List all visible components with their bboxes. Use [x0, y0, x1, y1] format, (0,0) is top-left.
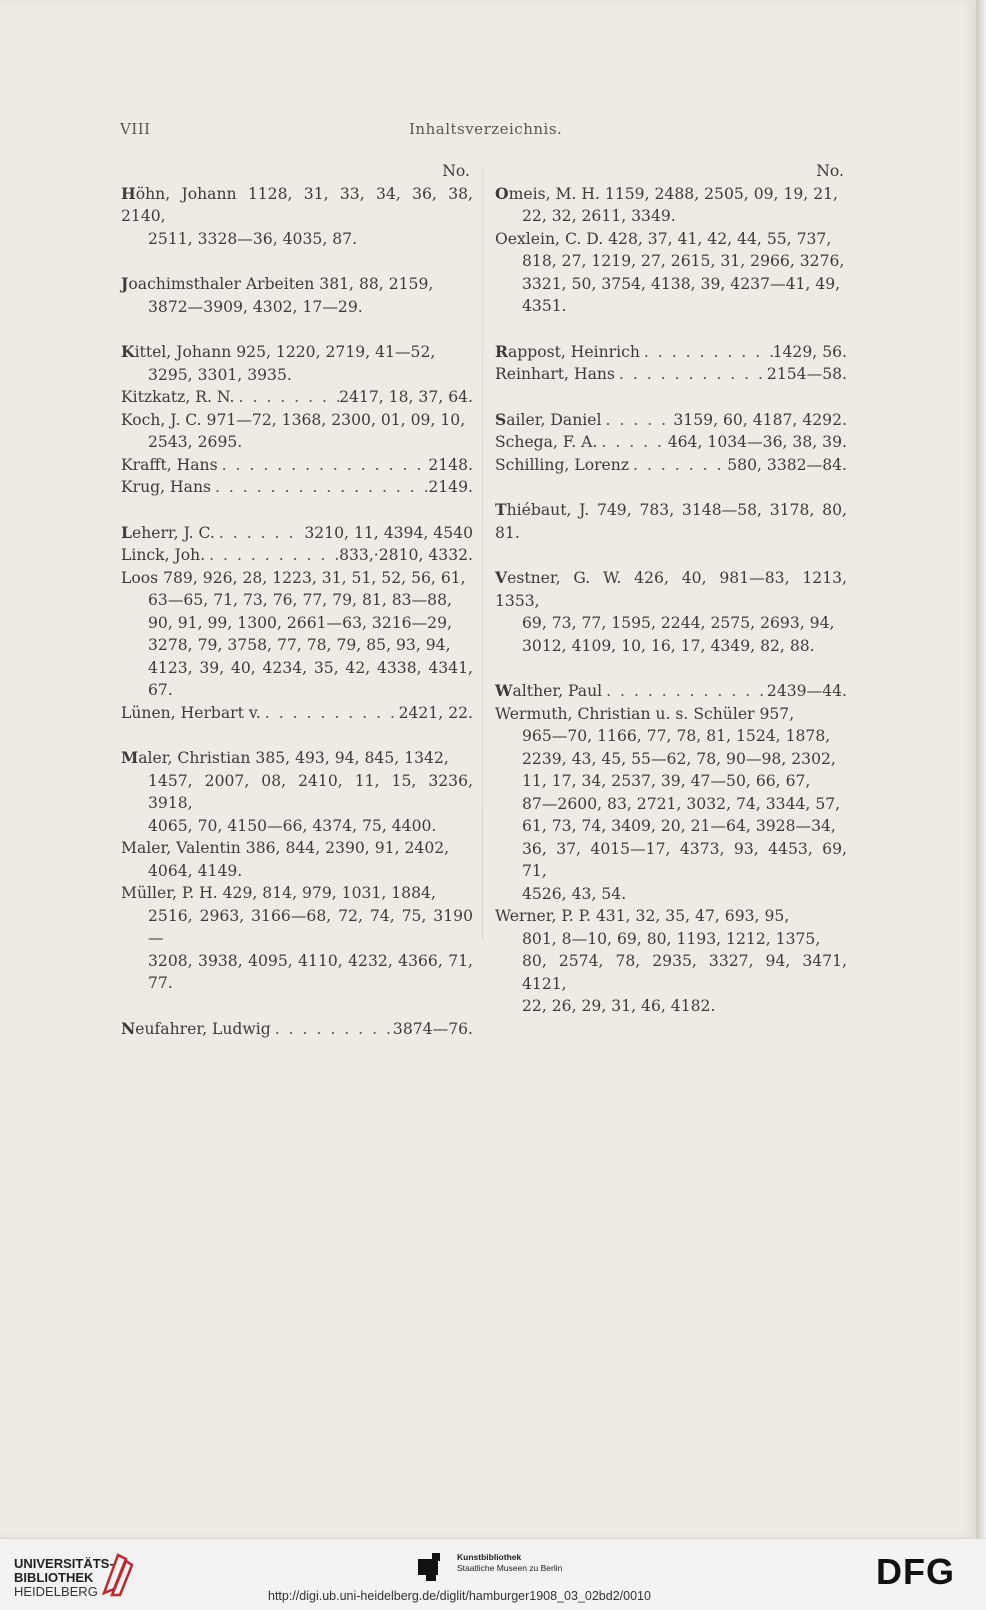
index-entry: [121, 567, 473, 702]
viewer-footer: [0, 1538, 986, 1610]
entry-name-text: Kitzkatz, R. N.: [121, 388, 235, 406]
index-entry-line: [121, 747, 473, 770]
dot-leader: [602, 680, 767, 703]
entry-name-text: Reinhart, Hans: [495, 365, 615, 383]
entry-first-line: hiébaut, J. 749, 783, 3148—58, 3178, 80, 81.: [495, 501, 847, 542]
entry-name-text: Schega, F. A.: [495, 433, 598, 451]
dot-leader: [615, 363, 767, 386]
index-entry-line: [121, 702, 473, 725]
index-entry-line: [495, 454, 847, 477]
entry-initial: K: [121, 342, 135, 361]
entry-continuation-line: 4064, 4149.: [148, 861, 243, 880]
index-entry-line: [495, 341, 847, 364]
entry-first-line: Müller, P. H. 429, 814, 979, 1031, 1884,: [121, 884, 436, 902]
entry-initial: J: [121, 274, 129, 293]
dot-leader: [261, 702, 399, 725]
index-entry-line: [495, 228, 847, 251]
dot-leader: [629, 454, 727, 477]
entry-name: [121, 454, 218, 477]
entry-continuation-line: 2516, 2963, 3166—68, 72, 74, 75, 3190—: [148, 906, 473, 947]
index-entry-line: [495, 703, 847, 726]
dot-leader: [218, 454, 429, 477]
index-entry: [495, 905, 847, 1018]
index-entry-line: [495, 905, 847, 928]
index-entry: [495, 409, 847, 432]
index-entry-line: [121, 341, 473, 364]
index-entry: [121, 702, 473, 725]
entry-name: [121, 476, 211, 499]
entry-name-text: Krug, Hans: [121, 478, 211, 496]
index-entry: [121, 386, 473, 409]
entry-name: [495, 409, 601, 432]
entry-initial: T: [495, 500, 507, 519]
index-entry-line: [121, 386, 473, 409]
index-entry-line: [495, 431, 847, 454]
entry-first-line: Koch, J. C. 971—72, 1368, 2300, 01, 09, 10,: [121, 410, 466, 429]
entry-initial: H: [121, 183, 136, 203]
kb-line-1: Kunstbibliothek: [457, 1552, 522, 1562]
index-entry: [121, 273, 473, 318]
entry-initial: S: [495, 409, 507, 429]
index-entry-line: [121, 837, 473, 860]
entry-initial: M: [121, 748, 139, 767]
index-entry-line: [121, 522, 473, 545]
page-title: Inhaltsverzeichnis.: [409, 120, 563, 138]
entry-continuation-line: 3278, 79, 3758, 77, 78, 79, 85, 93, 94,: [148, 636, 451, 654]
index-entry: [121, 409, 473, 454]
entry-continuation-line: 965—70, 1166, 77, 78, 81, 1524, 1878,: [522, 727, 831, 745]
entry-name-text: Krafft, Hans: [121, 455, 218, 474]
entry-continuation-line: 3321, 50, 3754, 4138, 39, 4237—41, 49,: [522, 274, 841, 293]
index-entry: [121, 183, 473, 251]
entry-name-text: Lünen, Herbart v.: [121, 703, 261, 722]
entry-numbers: 2154—58.: [766, 365, 847, 383]
uni-logo-line-2: BIBLIOTHEK: [14, 1570, 94, 1585]
index-entry: [121, 476, 473, 499]
column-divider: [482, 165, 483, 940]
entry-continuation-line: 22, 26, 29, 31, 46, 4182.: [522, 997, 716, 1015]
page-number: VIII: [120, 120, 151, 138]
right-column: [495, 160, 847, 1018]
index-entry-line: [121, 409, 473, 432]
dfg-logo[interactable]: DFG: [876, 1551, 955, 1592]
entry-numbers: 2439—44.: [766, 682, 847, 700]
index-entry-line: [121, 882, 473, 905]
entry-name-text: Linck, Joh.: [121, 546, 206, 564]
index-entry-line: [121, 544, 473, 567]
column-number-label: No.: [442, 162, 470, 180]
entry-numbers: 580, 3382—84.: [727, 455, 847, 474]
entry-name-text: eherr, J. C.: [131, 523, 215, 542]
entry-first-line: estner, G. W. 426, 40, 981—83, 1213, 1353,: [495, 569, 847, 610]
left-column: [121, 160, 473, 1040]
entry-first-line: öhn, Johann 1128, 31, 33, 34, 36, 38, 2140,: [121, 184, 473, 225]
kb-line-2: Staatliche Museen zu Berlin: [457, 1563, 563, 1573]
entry-name: [121, 1018, 271, 1041]
uni-logo-line-3: HEIDELBERG: [14, 1584, 98, 1599]
dot-leader: [205, 544, 339, 567]
dot-leader: [215, 522, 304, 545]
entry-first-line: ittel, Johann 925, 1220, 2719, 41—52,: [134, 343, 436, 361]
entry-name: [121, 702, 261, 725]
entry-initial: N: [121, 1018, 136, 1038]
university-library-logo[interactable]: [14, 1557, 114, 1599]
entry-name: [495, 454, 629, 477]
index-entry: [495, 431, 847, 454]
entry-numbers: 3874—76.: [392, 1019, 473, 1038]
entry-continuation-line: 69, 73, 77, 1595, 2244, 2575, 2693, 94,: [522, 614, 835, 632]
entry-first-line: aler, Christian 385, 493, 94, 845, 1342,: [138, 749, 449, 767]
entry-name: [495, 680, 602, 703]
university-emblem-icon: [100, 1549, 136, 1599]
page-edge: [976, 0, 986, 1538]
entry-continuation-line: 818, 27, 1219, 27, 2615, 31, 2966, 3276,: [522, 252, 845, 270]
dot-leader: [597, 431, 667, 454]
index-entry: [495, 703, 847, 906]
entry-name-text: alther, Paul: [512, 682, 603, 700]
entry-continuation-line: 4351.: [522, 297, 567, 315]
index-entry-line: [121, 476, 473, 499]
index-entry: [121, 747, 473, 837]
index-entry: [121, 341, 473, 386]
index-entry: [121, 454, 473, 477]
entry-numbers: 2148.: [428, 455, 473, 474]
entry-numbers: 2417, 18, 37, 64.: [339, 388, 473, 406]
index-entry: [495, 454, 847, 477]
entry-continuation-line: 1457, 2007, 08, 2410, 11, 15, 3236, 3918,: [148, 771, 473, 812]
entry-initial: L: [121, 522, 132, 542]
index-entry-line: [121, 567, 473, 590]
entry-first-line: Werner, P. P. 431, 32, 35, 47, 693, 95,: [495, 907, 790, 925]
entry-name: [495, 341, 640, 364]
entry-name: [121, 544, 205, 567]
dot-leader: [640, 341, 773, 364]
uni-logo-line-1: UNIVERSITÄTS-: [14, 1556, 114, 1571]
kunstbibliothek-label[interactable]: [457, 1552, 562, 1574]
index-entry-line: [495, 680, 847, 703]
entry-continuation-line: 2543, 2695.: [148, 433, 243, 451]
entry-numbers: 2149.: [428, 478, 473, 496]
index-entry-line: [121, 1018, 473, 1041]
entry-numbers: 3210, 11, 4394, 4540: [304, 523, 473, 542]
dot-leader: [601, 409, 673, 432]
entry-name-text: eufahrer, Ludwig: [135, 1019, 271, 1038]
entry-continuation-line: 3295, 3301, 3935.: [148, 365, 292, 384]
entry-numbers: 1429, 56.: [772, 342, 847, 361]
index-entry: [495, 363, 847, 386]
index-entry: [121, 544, 473, 567]
entry-continuation-line: 61, 73, 74, 3409, 20, 21—64, 3928—34,: [522, 817, 836, 835]
entry-first-line: Wermuth, Christian u. s. Schüler 957,: [495, 704, 795, 723]
column-number-label: No.: [816, 162, 844, 180]
index-entry: [495, 680, 847, 703]
entry-first-line: meis, M. H. 1159, 2488, 2505, 09, 19, 21,: [508, 184, 839, 203]
permalink-url[interactable]: http://digi.ub.uni-heidelberg.de/diglit/hamburger1908_03_02bd2/0010: [268, 1589, 651, 1603]
index-entry-line: [495, 567, 847, 612]
entry-name-text: Schilling, Lorenz: [495, 455, 630, 474]
entry-name: [121, 386, 235, 409]
index-entry: [495, 341, 847, 364]
index-entry: [121, 522, 473, 545]
index-entry: [495, 228, 847, 318]
entry-continuation-line: 36, 37, 4015—17, 4373, 93, 4453, 69, 71,: [522, 839, 847, 880]
index-entry: [495, 567, 847, 657]
entry-first-line: oachimsthaler Arbeiten 381, 88, 2159,: [128, 275, 434, 293]
index-entry: [121, 1018, 473, 1041]
kunstbibliothek-logo-icon: [418, 1553, 448, 1583]
entry-initial: O: [495, 183, 509, 203]
entry-name: [495, 431, 597, 454]
entry-name-text: ailer, Daniel: [506, 410, 602, 429]
entry-continuation-line: 4526, 43, 54.: [522, 884, 627, 903]
entry-continuation-line: 3012, 4109, 10, 16, 17, 4349, 82, 88.: [522, 636, 815, 655]
entry-continuation-line: 11, 17, 34, 2537, 39, 47—50, 66, 67,: [522, 772, 811, 790]
index-entry: [121, 882, 473, 995]
entry-first-line: Oexlein, C. D. 428, 37, 41, 42, 44, 55, 737,: [495, 229, 832, 248]
entry-continuation-line: 2511, 3328—36, 4035, 87.: [148, 229, 358, 248]
index-entry: [495, 183, 847, 228]
index-entry-line: [495, 499, 847, 544]
entry-numbers: 2421, 22.: [398, 703, 473, 722]
entry-first-line: Maler, Valentin 386, 844, 2390, 91, 2402,: [121, 839, 450, 857]
entry-continuation-line: 4123, 39, 40, 4234, 35, 42, 4338, 4341, 67.: [148, 658, 473, 699]
entry-continuation-line: 2239, 43, 45, 55—62, 78, 90—98, 2302,: [522, 749, 836, 768]
entry-continuation-line: 87—2600, 83, 2721, 3032, 74, 3344, 57,: [522, 794, 841, 813]
entry-numbers: 833,·2810, 4332.: [339, 546, 473, 564]
entry-name-text: appost, Heinrich: [507, 342, 640, 361]
index-entry-line: [121, 183, 473, 228]
entry-numbers: 3159, 60, 4187, 4292.: [673, 410, 847, 429]
entry-continuation-line: 3872—3909, 4302, 17—29.: [148, 297, 363, 316]
entry-initial: W: [495, 681, 513, 700]
index-entry-line: [495, 409, 847, 432]
entry-numbers: 464, 1034—36, 38, 39.: [667, 433, 847, 451]
entry-continuation-line: 22, 32, 2611, 3349.: [522, 207, 676, 225]
index-entry: [121, 837, 473, 882]
entry-continuation-line: 3208, 3938, 4095, 4110, 4232, 4366, 71, 77.: [148, 951, 473, 992]
entry-continuation-line: 63—65, 71, 73, 76, 77, 79, 81, 83—88,: [148, 591, 452, 609]
index-entry-line: [495, 363, 847, 386]
entry-continuation-line: 4065, 70, 4150—66, 4374, 75, 4400.: [148, 816, 437, 835]
entry-continuation-line: 80, 2574, 78, 2935, 3327, 94, 3471, 4121,: [522, 952, 847, 993]
dot-leader: [235, 386, 340, 409]
entry-continuation-line: 90, 91, 99, 1300, 2661—63, 3216—29,: [148, 613, 452, 632]
dot-leader: [271, 1018, 393, 1041]
entry-first-line: Loos 789, 926, 28, 1223, 31, 51, 52, 56, 61,: [121, 568, 466, 587]
entry-initial: R: [495, 341, 508, 361]
entry-name: [495, 363, 615, 386]
index-entry-line: [121, 454, 473, 477]
entry-name: [121, 522, 215, 545]
index-entry-line: [121, 273, 473, 296]
page-header: [0, 120, 976, 140]
dot-leader: [211, 476, 428, 499]
entry-continuation-line: 801, 8—10, 69, 80, 1193, 1212, 1375,: [522, 929, 821, 948]
index-entry: [495, 499, 847, 544]
entry-initial: V: [495, 568, 508, 587]
index-entry-line: [495, 183, 847, 206]
